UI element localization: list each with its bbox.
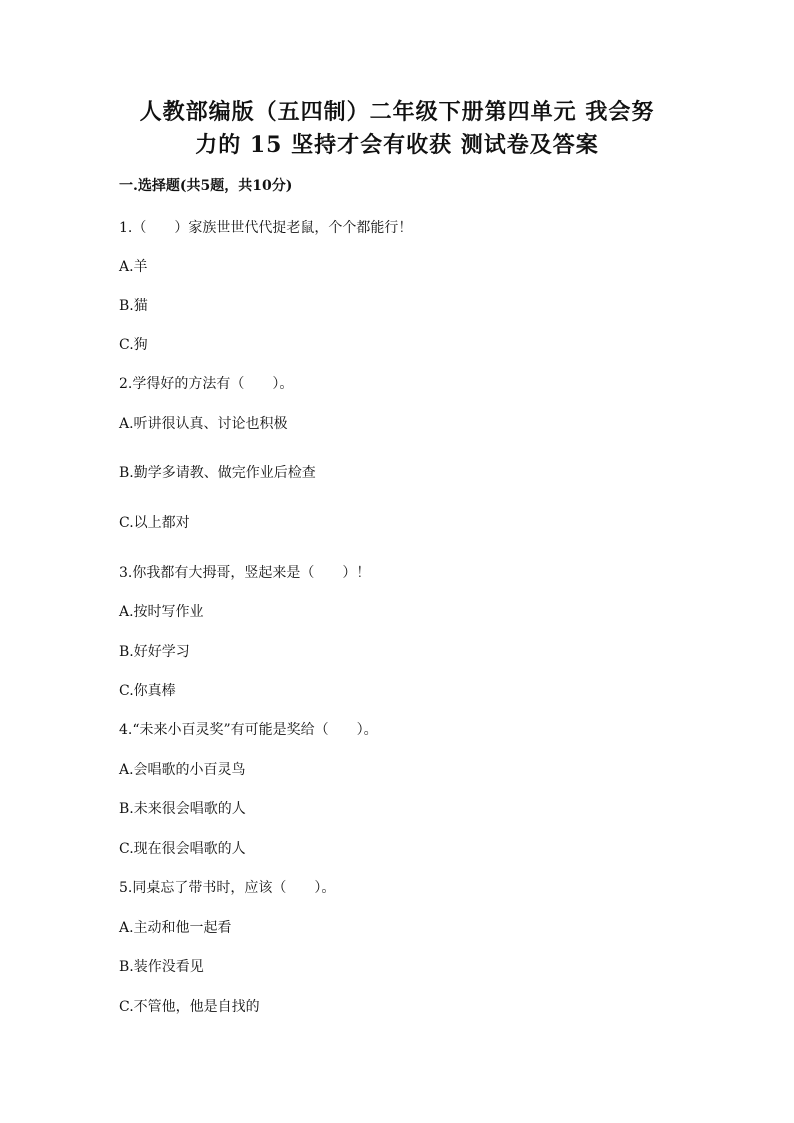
page-title-line-2: 力的 15 坚持才会有收获 测试卷及答案: [195, 132, 599, 158]
question-3-option-c: C.你真棒: [119, 683, 176, 699]
question-3-stem: 3.你我都有大拇哥，竖起来是（ ）！: [119, 565, 371, 581]
question-1-stem: 1.（ ）家族世世代代捉老鼠，个个都能行！: [119, 220, 413, 236]
question-2-stem: 2.学得好的方法有（ ）。: [119, 376, 294, 392]
question-5-option-c: C.不管他，他是自找的: [119, 999, 260, 1015]
question-2-option-c: C.以上都对: [119, 515, 190, 531]
section-heading: 一.选择题(共5题，共10分): [119, 178, 293, 194]
question-1-option-b: B.猫: [119, 298, 148, 314]
question-5-stem: 5.同桌忘了带书时，应该（ ）。: [119, 880, 336, 896]
question-4-option-c: C.现在很会唱歌的人: [119, 841, 246, 857]
page-title-line-1: 人教部编版（五四制）二年级下册第四单元 我会努: [139, 99, 655, 125]
question-2-option-a: A.听讲很认真、讨论也积极: [119, 416, 288, 432]
question-1-option-c: C.狗: [119, 337, 148, 353]
question-5-option-b: B.装作没看见: [119, 959, 204, 975]
question-4-option-b: B.未来很会唱歌的人: [119, 801, 246, 817]
question-4-stem: 4.“未来小百灵奖”有可能是奖给（ ）。: [119, 722, 378, 738]
question-3-option-b: B.好好学习: [119, 644, 190, 660]
question-1-option-a: A.羊: [119, 259, 148, 275]
question-4-option-a: A.会唱歌的小百灵鸟: [119, 762, 246, 778]
question-5-option-a: A.主动和他一起看: [119, 920, 232, 936]
question-3-option-a: A.按时写作业: [119, 604, 204, 620]
question-2-option-b: B.勤学多请教、做完作业后检查: [119, 465, 316, 481]
